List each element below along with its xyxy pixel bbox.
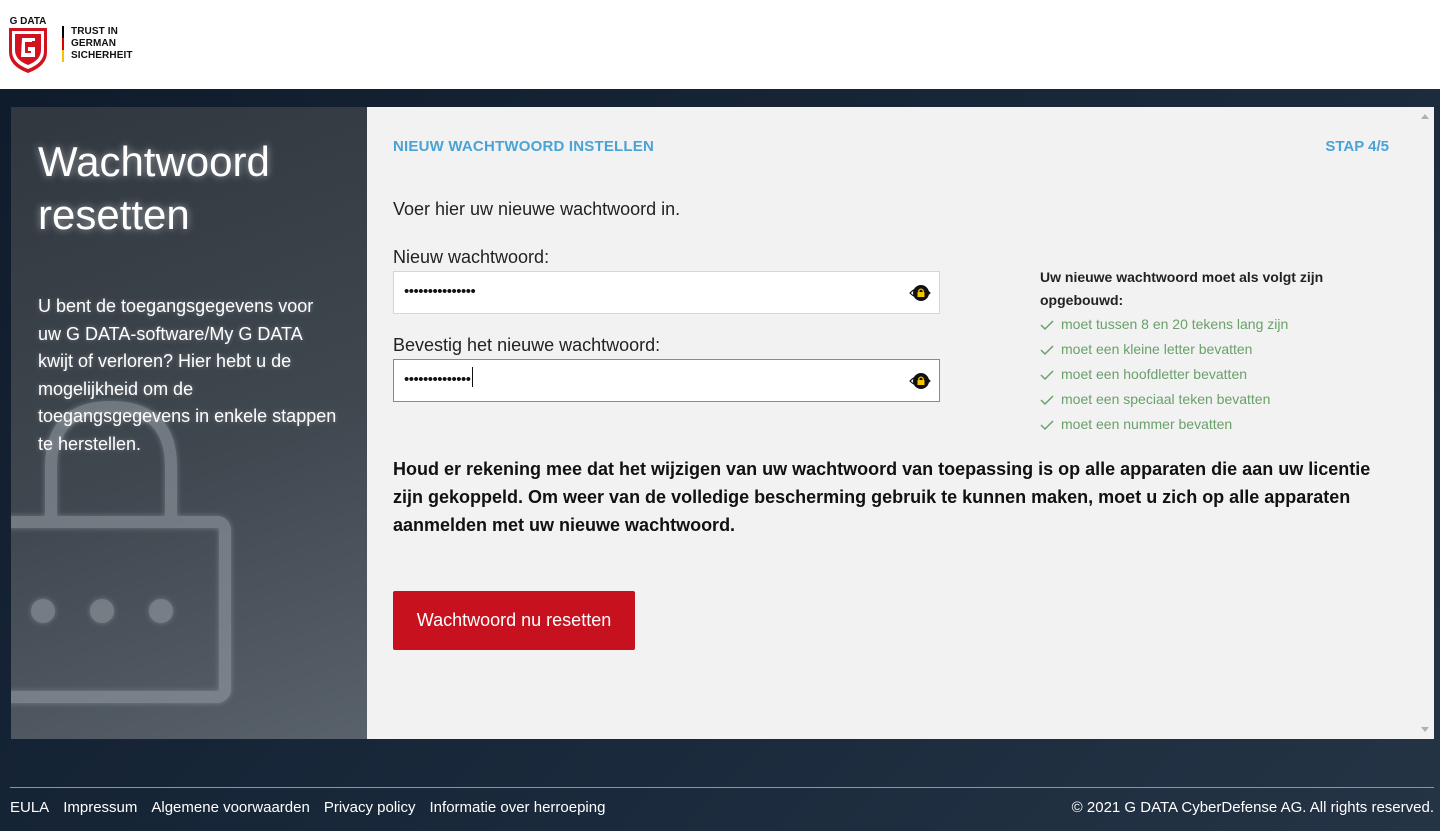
new-password-label: Nieuw wachtwoord: [393, 247, 550, 267]
check-icon [1040, 319, 1054, 331]
tagline-line: GERMAN [71, 38, 117, 49]
confirm-password-label: Bevestig het nieuwe wachtwoord: [393, 335, 661, 355]
info-panel [11, 107, 367, 739]
footer-link-withdrawal[interactable]: Informatie over herroeping [429, 799, 606, 816]
rule-text: moet een kleine letter bevatten [1061, 341, 1253, 357]
page-title: Wachtwoord resetten [38, 138, 270, 238]
tagline-line: TRUST IN [71, 26, 118, 37]
rules-heading: Uw nieuwe wachtwoord moet als volgt zijn opgebouwd: [1040, 269, 1324, 308]
rule-item [1040, 387, 1360, 412]
rule-item [1040, 362, 1360, 387]
footer-divider [10, 787, 1434, 788]
text-caret [472, 367, 473, 387]
gdata-logo[interactable] [6, 14, 133, 74]
copyright-text: © 2021 G DATA CyberDefense AG. All rights reserved. [1071, 799, 1434, 816]
rule-text: moet tussen 8 en 20 tekens lang zijn [1061, 316, 1289, 332]
reset-form-panel [367, 107, 1417, 739]
confirm-password-value [404, 371, 473, 388]
footer-link-privacy[interactable]: Privacy policy [323, 799, 416, 816]
logo-tagline [71, 26, 133, 62]
footer-link-eula[interactable]: EULA [10, 799, 50, 816]
form-intro: Voer hier uw nieuwe wachtwoord in. [393, 199, 681, 219]
rule-text: moet een hoofdletter bevatten [1061, 366, 1248, 382]
rule-item [1040, 412, 1360, 437]
check-icon [1040, 369, 1054, 381]
check-icon [1040, 344, 1054, 356]
scroll-up-icon[interactable] [1421, 114, 1429, 119]
password-rules [1040, 266, 1360, 437]
reset-password-button[interactable]: Wachtwoord nu resetten [393, 591, 635, 650]
step-indicator: STAP 4/5 [1325, 138, 1389, 155]
new-password-field[interactable] [393, 271, 940, 314]
device-notice: Houd er rekening mee dat het wijzigen van uw wachtwoord van toepassing is op alle apparaten die aan uw licentie zijn gekoppeld. Om weer van de volledige bescherming gebruik te kunnen maken, moet u zich op alle apparaten aanmelden met uw nieuwe wachtwoord. [393, 459, 1371, 535]
check-icon [1040, 394, 1054, 406]
gdata-shield-icon [6, 14, 50, 74]
check-icon [1040, 419, 1054, 431]
scroll-down-icon[interactable] [1421, 727, 1429, 732]
rule-item [1040, 337, 1360, 362]
show-password-icon[interactable] [909, 283, 931, 303]
rule-item [1040, 312, 1360, 337]
show-password-icon[interactable] [909, 371, 931, 391]
section-title: NIEUW WACHTWOORD INSTELLEN [393, 138, 655, 155]
site-header [0, 0, 1440, 89]
confirm-password-text: •••••••••••••• [404, 371, 471, 388]
flag-divider [62, 26, 64, 62]
footer-link-impressum[interactable]: Impressum [63, 799, 138, 816]
tagline-line: SICHERHEIT [71, 50, 133, 61]
rule-text: moet een speciaal teken bevatten [1061, 391, 1271, 407]
rule-text: moet een nummer bevatten [1061, 416, 1233, 432]
scrollbar[interactable] [1417, 107, 1434, 739]
footer-link-terms[interactable]: Algemene voorwaarden [151, 799, 310, 816]
new-password-value: ••••••••••••••• [404, 283, 476, 300]
confirm-password-field[interactable] [393, 359, 940, 402]
svg-text:G DATA: G DATA [9, 16, 47, 27]
info-description: U bent de toegangsgegevens voor uw G DATA-software/My G DATA kwijt of verloren? Hier hebt u de mogelijkheid om de toegangsgegevens in enkele stappen te herstellen. [38, 296, 337, 454]
footer-nav [10, 799, 605, 816]
